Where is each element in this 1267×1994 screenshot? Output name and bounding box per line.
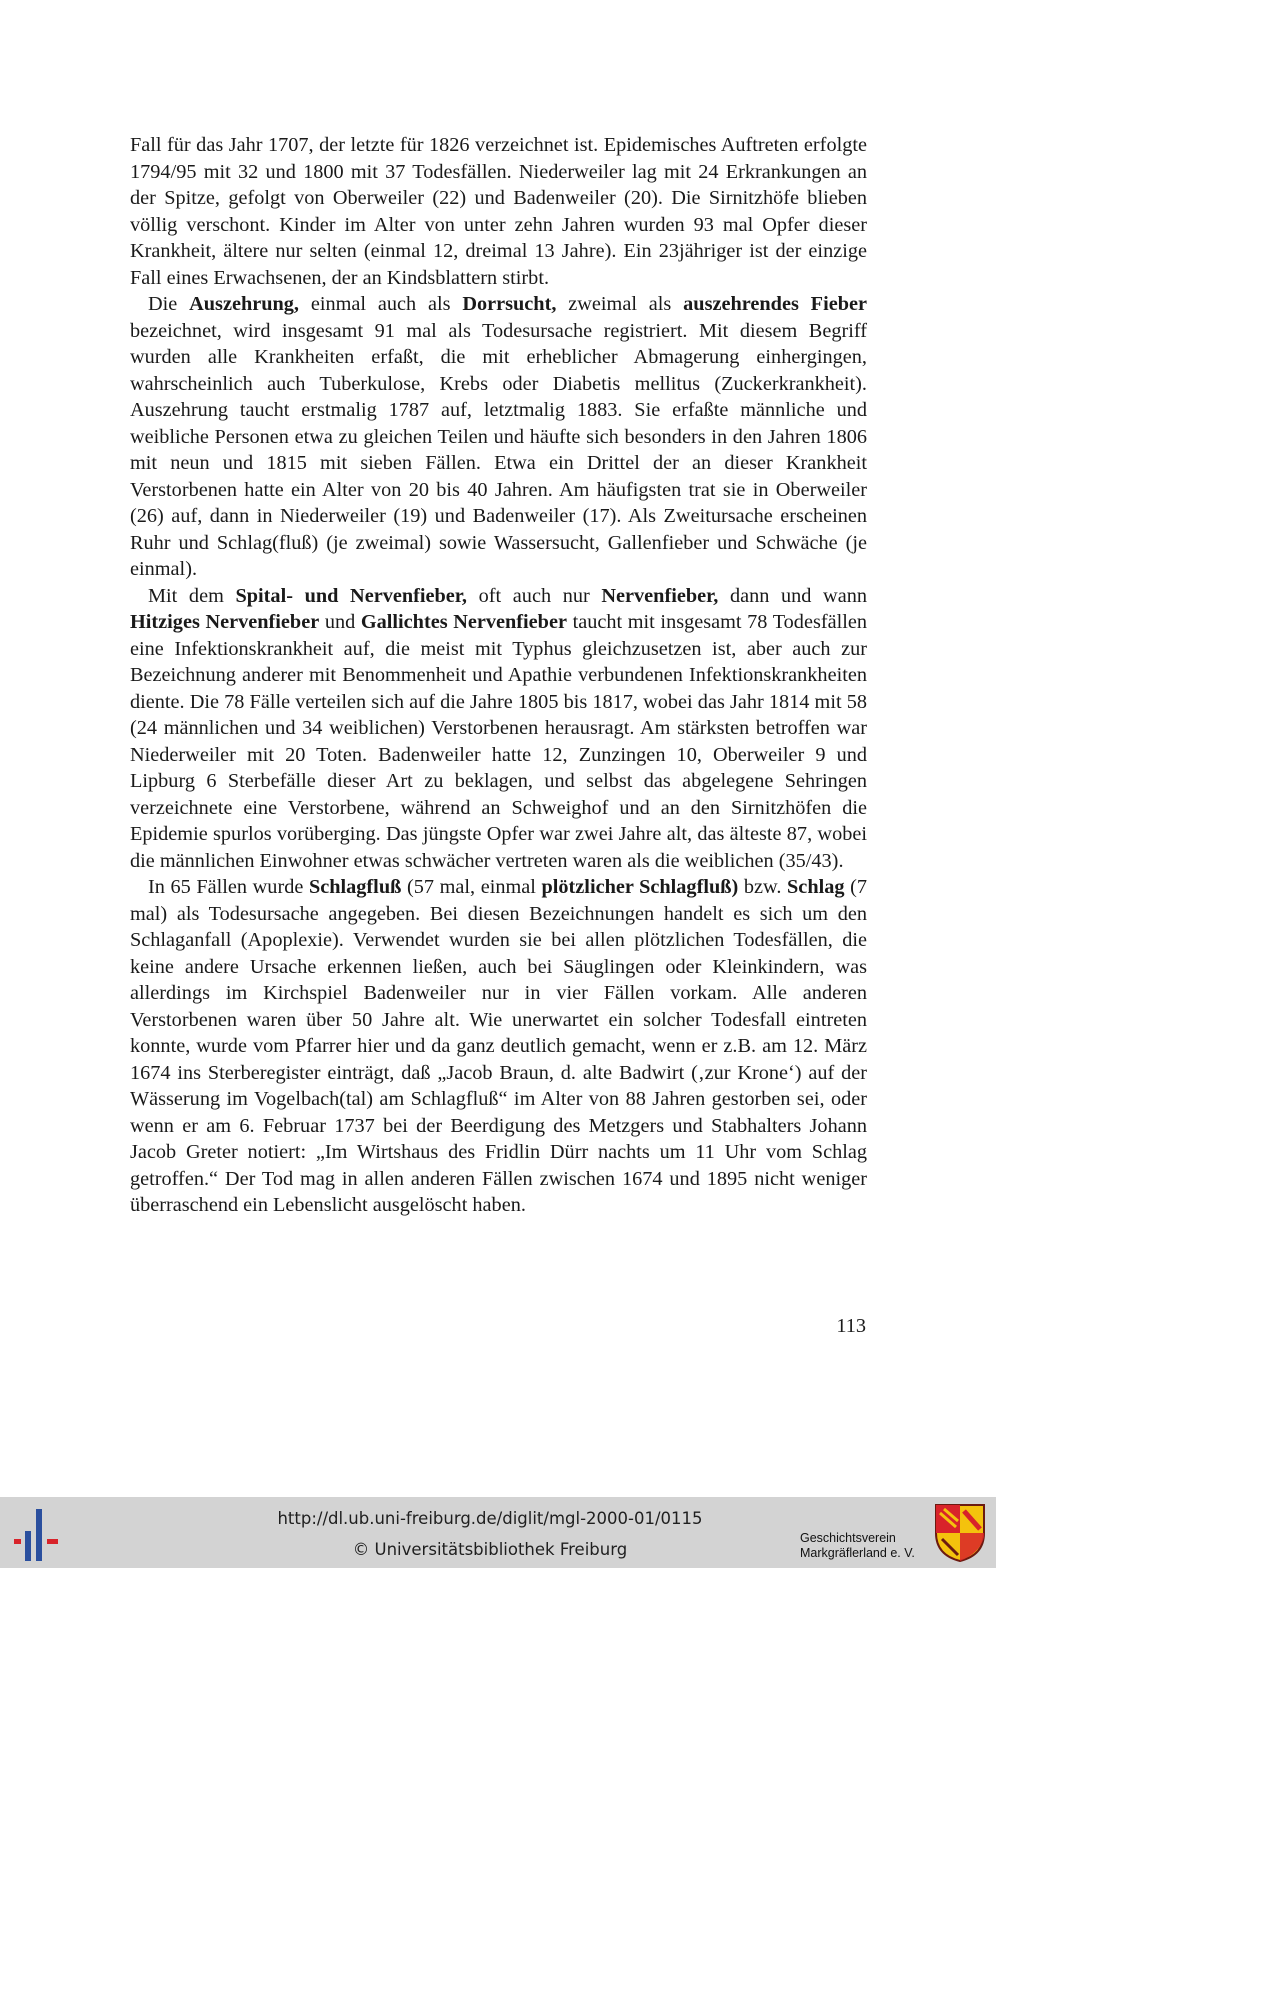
term-nervenfieber: Nervenfieber, [601, 584, 719, 607]
copyright-text: © Universitätsbibliothek Freiburg [352, 1540, 628, 1559]
book-page-text [130, 132, 867, 1219]
term-hitziges-nervenfieber: Hitziges Nervenfieber [130, 611, 320, 633]
term-schlag: Schlag [787, 876, 845, 898]
paragraph-1: Fall für das Jahr 1707, der letzte für 1826 verzeichnet ist. Epidemisches Auftreten erfolgte 1794/95 mit 32 und 1800 mit 37 Todesfällen. Niederweiler lag mit 24 Erkrankungen an der Spitze, gefolgt von Oberweiler (22) und Badenweiler (20). Die Sirnitzhöfe blieben völlig verschont. Kinder im Alter von unter zehn Jahren wurden 93 mal Opfer dieser Krankheit, ältere nur selten (einmal 12, dreimal 13 Jahre). Ein 23jähriger ist der einzige Fall eines Erwachsenen, der an Kindsblattern stirbt. [130, 134, 867, 289]
footer-bar [0, 1497, 996, 1568]
paragraph-2: Die Auszehrung, einmal auch als Dorrsucht, zweimal als auszehrendes Fieber bezeichnet, wird insgesamt 91 mal als Todesursache registriert. Mit diesem Begriff wurden alle Krankheiten erfaßt, die mit erheblicher Abmagerung einhergingen, wahrscheinlich auch Tuberkulose, Krebs oder Diabetis mellitus (Zuckerkrankheit). Auszehrung taucht erstmalig 1787 auf, letztmalig 1883. Sie erfaßte männliche und weibliche Personen etwa zu gleichen Teilen und häufte sich besonders in den Jahren 1806 mit neun und 1815 mit sieben Fällen. Etwa ein Drittel der an dieser Krankheit Verstorbenen hatte ein Alter von 20 bis 40 Jahren. Am häufigsten trat sie in Oberweiler (26) auf, dann in Niederweiler (19) und Badenweiler (17). Als Zweitursache erscheinen Ruhr und Schlag(fluß) (je zweimal) sowie Wassersucht, Gallenfieber und Schwäche (je einmal). [130, 293, 867, 580]
term-spital-nervenfieber: Spital- und Nervenfieber, [235, 584, 468, 607]
term-auszehrendes-fieber: auszehrendes Fieber [683, 293, 867, 315]
paragraph-4: In 65 Fällen wurde Schlagfluß (57 mal, einmal plötzlicher Schlagfluß) bzw. Schlag (7 mal) als Todesursache angegeben. Bei diesen Bezeichnungen handelt es sich um den Schlaganfall (Apoplexie). Verwendet wurden sie bei allen plötzlichen Todesfällen, die keine andere Ursache erkennen ließen, auch bei Säuglingen oder Kleinkindern, was allerdings im Kirchspiel Badenweiler nur in vier Fällen vorkam. Alle anderen Verstorbenen waren über 50 Jahre alt. Wie unerwartet ein solcher Todesfall eintreten konnte, wurde vom Pfarrer hier und da ganz deutlich gemacht, wenn er z.B. am 12. März 1674 ins Sterberegister einträgt, daß „Jacob Braun, d. alte Badwirt (‚zur Krone‘) auf der Wässerung im Vogelbach(tal) am Schlagfluß“ im Alter von 88 Jahren gestorben sei, oder wenn er am 6. Februar 1737 bei der Beerdigung des Metzgers und Stabhalters Johann Jacob Greter notiert: „Im Wirtshaus des Fridlin Dürr nachts um 11 Uhr vom Schlag getroffen.“ Der Tod mag in allen anderen Fällen zwischen 1674 und 1895 nicht weniger überraschend ein Lebenslicht ausgelöscht haben. [130, 876, 868, 1216]
markgraeflerland-crest-icon [934, 1503, 986, 1563]
society-name: Geschichtsverein Markgräflerland e. V. [800, 1531, 915, 1560]
term-ploetzlicher-schlagfluss: plötzlicher Schlagfluß) [541, 876, 739, 898]
ub-freiburg-logo-icon[interactable] [12, 1505, 64, 1563]
paragraph-3: Mit dem Spital- und Nervenfieber, oft auch nur Nervenfieber, dann und wann Hitziges Nervenfieber und Gallichtes Nervenfieber taucht mit insgesamt 78 Todesfällen eine Infektionskrankheit auf, die meist mit Typhus gleichzusetzen ist, aber auch zur Bezeichnung anderer mit Benommenheit und Apathie verbundenen Infektionskrankheiten diente. Die 78 Fälle verteilen sich auf die Jahre 1805 bis 1817, wobei das Jahr 1814 mit 58 (24 männlichen und 34 weiblichen) Verstorbenen herausragt. Am stärksten betroffen war Niederweiler mit 20 Toten. Badenweiler hatte 12, Zunzingen 10, Oberweiler 9 und Lipburg 6 Sterbefälle dieser Art zu beklagen, und selbst das abgelegene Sehringen verzeichnete eine Verstorbene, während an Schweighof und an den Sirnitzhöfen die Epidemie spurlos vorüberging. Das jüngste Opfer war zwei Jahre alt, das älteste 87, wobei die männlichen Einwohner etwas schwächer vertreten waren als die weiblichen (35/43). [130, 584, 868, 872]
citation-url-link[interactable]: http://dl.ub.uni-freiburg.de/diglit/mgl-2000-01/0115 [277, 1509, 703, 1528]
term-dorrsucht: Dorrsucht, [462, 293, 557, 315]
term-auszehrung: Auszehrung, [189, 293, 299, 315]
term-schlagfluss: Schlagfluß [308, 876, 402, 898]
page-number: 113 [836, 1315, 866, 1337]
term-gallichtes-nervenfieber: Gallichtes Nervenfieber [360, 611, 567, 633]
